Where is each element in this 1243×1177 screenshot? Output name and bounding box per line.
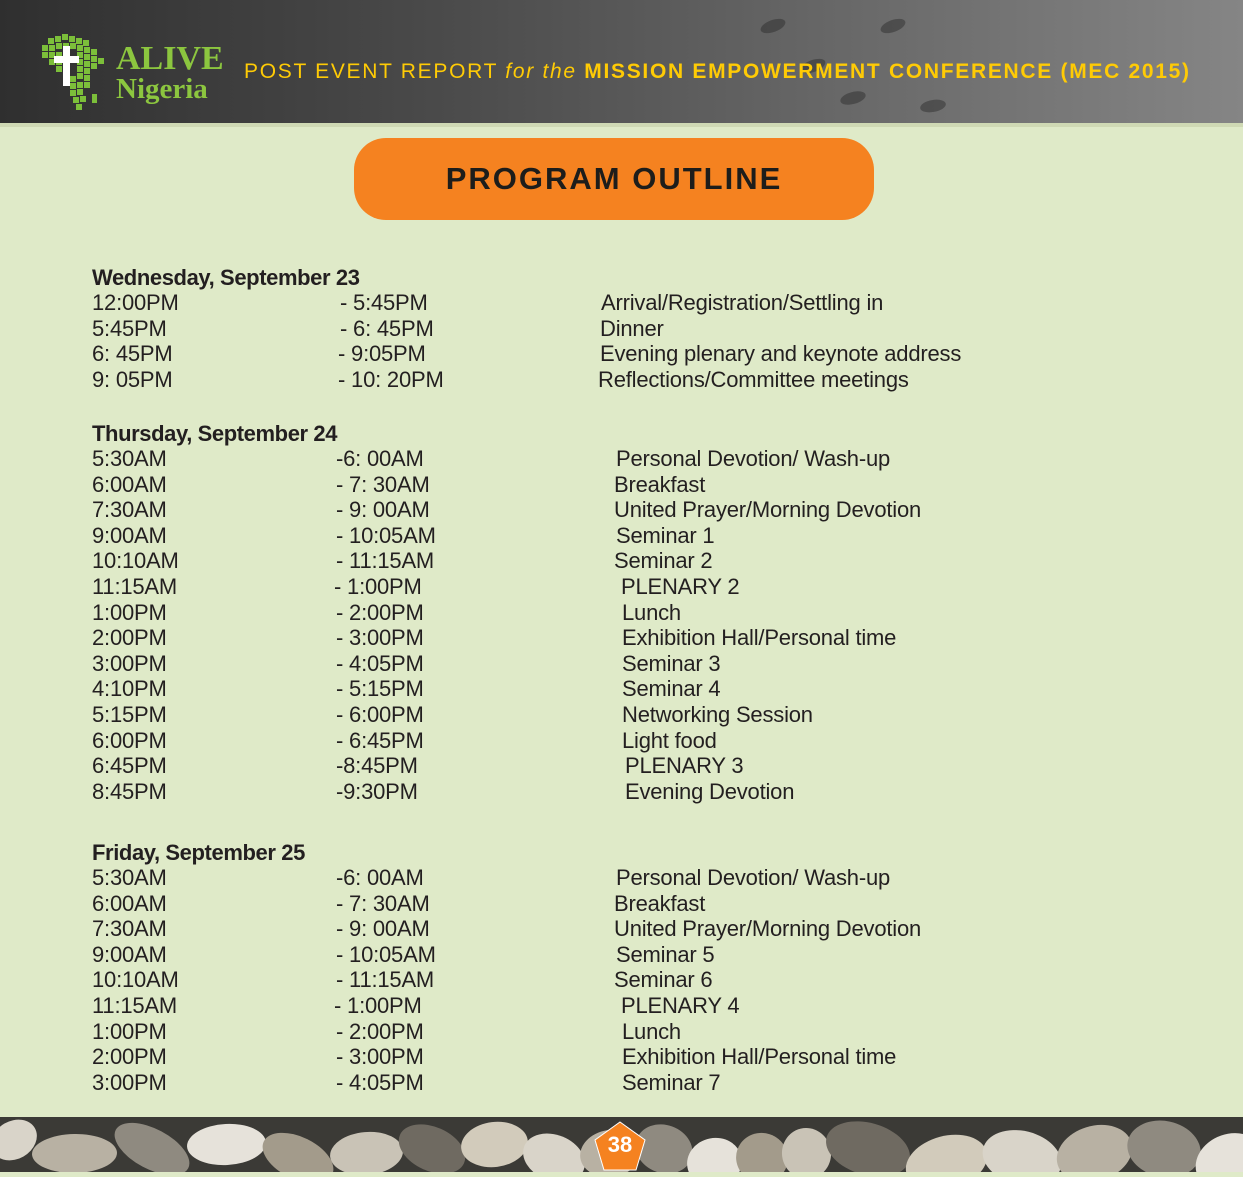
start-time: 6: 45PM — [92, 341, 173, 367]
activity: Breakfast — [614, 890, 706, 916]
activity: PLENARY 2 — [621, 574, 740, 599]
start-time: 8:45PM — [92, 778, 167, 804]
end-time: - 3:00PM — [336, 1044, 424, 1070]
schedule-row — [0, 916, 1243, 941]
pebble-decoration — [977, 1122, 1068, 1172]
pebble-decoration — [186, 1122, 267, 1167]
pebble-decoration — [1122, 1117, 1206, 1172]
pebble-decoration — [32, 1133, 118, 1172]
end-time: - 1:00PM — [334, 574, 422, 599]
pebble-decoration — [255, 1122, 342, 1172]
start-time: 5:30AM — [92, 446, 167, 471]
report-title-event: MISSION EMPOWERMENT CONFERENCE (MEC 2015) — [584, 60, 1191, 83]
end-time: - 2:00PM — [336, 1018, 424, 1044]
activity: Seminar 2 — [614, 548, 713, 574]
activity: Evening Devotion — [625, 778, 795, 804]
end-time: - 5:45PM — [340, 290, 428, 315]
pebble-decoration — [819, 1117, 916, 1172]
start-time: 3:00PM — [92, 1069, 167, 1095]
end-time: - 9:05PM — [338, 341, 426, 367]
end-time: - 11:15AM — [336, 967, 435, 993]
start-time: 10:10AM — [92, 548, 179, 574]
start-time: 7:30AM — [92, 916, 167, 942]
report-title — [244, 58, 1191, 86]
activity: Seminar 6 — [614, 967, 713, 993]
end-time: - 6:45PM — [336, 727, 424, 753]
activity: PLENARY 4 — [621, 993, 740, 1018]
schedule-row — [0, 676, 1243, 701]
logo-text-alive: ALIVE — [116, 40, 224, 77]
start-time: 5:30AM — [92, 865, 167, 890]
schedule-row — [0, 497, 1243, 522]
schedule-row — [0, 993, 1243, 1018]
schedule-row — [0, 600, 1243, 625]
end-time: - 10:05AM — [336, 941, 436, 967]
page-number: 38 — [607, 1132, 633, 1157]
end-time: - 5:15PM — [336, 676, 424, 702]
start-time: 2:00PM — [92, 625, 167, 651]
activity: Reflections/Committee meetings — [598, 366, 909, 392]
header-banner — [0, 0, 1243, 127]
activity: Seminar 1 — [616, 522, 715, 548]
end-time: -8:45PM — [336, 753, 418, 779]
end-time: - 11:15AM — [336, 548, 435, 574]
schedule-row — [0, 316, 1243, 341]
end-time: - 7: 30AM — [336, 890, 430, 916]
start-time: 12:00PM — [92, 290, 179, 315]
end-time: -9:30PM — [336, 778, 418, 804]
schedule-row — [0, 967, 1243, 992]
footprint-decoration — [879, 16, 908, 36]
start-time: 5:15PM — [92, 702, 167, 727]
start-time: 2:00PM — [92, 1044, 167, 1070]
program-outline-badge — [354, 138, 874, 220]
footprint-decoration — [839, 89, 867, 107]
end-time: - 6:00PM — [336, 702, 424, 727]
start-time: 3:00PM — [92, 650, 167, 676]
start-time: 5:45PM — [92, 315, 167, 341]
activity: PLENARY 3 — [625, 753, 744, 779]
schedule-row — [0, 523, 1243, 548]
schedule-row — [0, 891, 1243, 916]
logo-text-nigeria: Nigeria — [116, 73, 208, 105]
end-time: - 10: 20PM — [338, 366, 444, 392]
start-time: 1:00PM — [92, 1018, 167, 1044]
activity: Seminar 7 — [622, 1069, 721, 1095]
africa-map-cross-icon — [40, 32, 112, 118]
page-number-badge — [593, 1120, 647, 1172]
activity: Lunch — [622, 599, 681, 625]
end-time: - 9: 00AM — [336, 497, 430, 523]
day-heading: Friday, September 25 — [92, 840, 305, 865]
schedule-row — [0, 341, 1243, 366]
schedule-row — [0, 651, 1243, 676]
end-time: - 3:00PM — [336, 625, 424, 651]
schedule-row — [0, 779, 1243, 804]
footprint-decoration — [919, 98, 947, 114]
activity: Personal Devotion/ Wash-up — [616, 446, 891, 471]
activity: United Prayer/Morning Devotion — [614, 497, 922, 523]
end-time: -6: 00AM — [336, 865, 424, 890]
end-time: -6: 00AM — [336, 446, 424, 471]
activity: Exhibition Hall/Personal time — [622, 1044, 897, 1070]
activity: Lunch — [622, 1018, 681, 1044]
start-time: 6:00AM — [92, 471, 167, 497]
activity: United Prayer/Morning Devotion — [614, 916, 922, 942]
schedule-row — [0, 446, 1243, 471]
end-time: - 4:05PM — [336, 1069, 424, 1095]
schedule-row — [0, 1044, 1243, 1069]
schedule-row — [0, 1019, 1243, 1044]
start-time: 9: 05PM — [92, 366, 173, 392]
pebble-decoration — [900, 1126, 994, 1172]
end-time: - 7: 30AM — [336, 471, 430, 497]
day-heading: Wednesday, September 23 — [92, 265, 360, 290]
report-title-connector: for the — [505, 60, 577, 83]
report-title-lead: POST EVENT REPORT — [244, 60, 498, 83]
activity: Evening plenary and keynote address — [600, 341, 962, 367]
end-time: - 9: 00AM — [336, 916, 430, 942]
activity: Networking Session — [622, 702, 813, 727]
footprint-decoration — [759, 16, 788, 36]
start-time: 11:15AM — [92, 574, 178, 599]
end-time: - 4:05PM — [336, 650, 424, 676]
start-time: 6:45PM — [92, 753, 167, 779]
program-outline-title: PROGRAM OUTLINE — [445, 161, 783, 196]
schedule-row — [0, 702, 1243, 727]
activity: Seminar 4 — [622, 676, 721, 702]
schedule-row — [0, 574, 1243, 599]
schedule-row — [0, 753, 1243, 778]
schedule-row — [0, 472, 1243, 497]
schedule-row — [0, 548, 1243, 573]
schedule-row — [0, 625, 1243, 650]
end-time: - 10:05AM — [336, 522, 436, 548]
activity: Light food — [622, 727, 717, 753]
start-time: 11:15AM — [92, 993, 178, 1018]
end-time: - 2:00PM — [336, 599, 424, 625]
pebble-decoration — [1050, 1117, 1140, 1172]
start-time: 9:00AM — [92, 941, 167, 967]
activity: Seminar 3 — [622, 650, 721, 676]
pebble-decoration — [328, 1129, 404, 1172]
schedule-row — [0, 367, 1243, 392]
schedule-row — [0, 865, 1243, 890]
end-time: - 1:00PM — [334, 993, 422, 1018]
schedule-row — [0, 942, 1243, 967]
schedule-row — [0, 1070, 1243, 1095]
day-heading: Thursday, September 24 — [92, 421, 338, 446]
pebble-decoration — [459, 1118, 531, 1171]
start-time: 7:30AM — [92, 497, 167, 523]
schedule-row — [0, 290, 1243, 315]
pebble-decoration — [106, 1117, 197, 1172]
start-time: 1:00PM — [92, 599, 167, 625]
start-time: 4:10PM — [92, 676, 167, 702]
alive-nigeria-logo — [40, 32, 230, 122]
activity: Breakfast — [614, 471, 706, 497]
activity: Exhibition Hall/Personal time — [622, 625, 897, 651]
start-time: 6:00AM — [92, 890, 167, 916]
activity: Arrival/Registration/Settling in — [601, 290, 884, 315]
start-time: 10:10AM — [92, 967, 179, 993]
activity: Personal Devotion/ Wash-up — [616, 865, 891, 890]
start-time: 9:00AM — [92, 522, 167, 548]
activity: Seminar 5 — [616, 941, 715, 967]
activity: Dinner — [600, 315, 664, 341]
end-time: - 6: 45PM — [340, 315, 434, 341]
schedule-row — [0, 728, 1243, 753]
start-time: 6:00PM — [92, 727, 167, 753]
